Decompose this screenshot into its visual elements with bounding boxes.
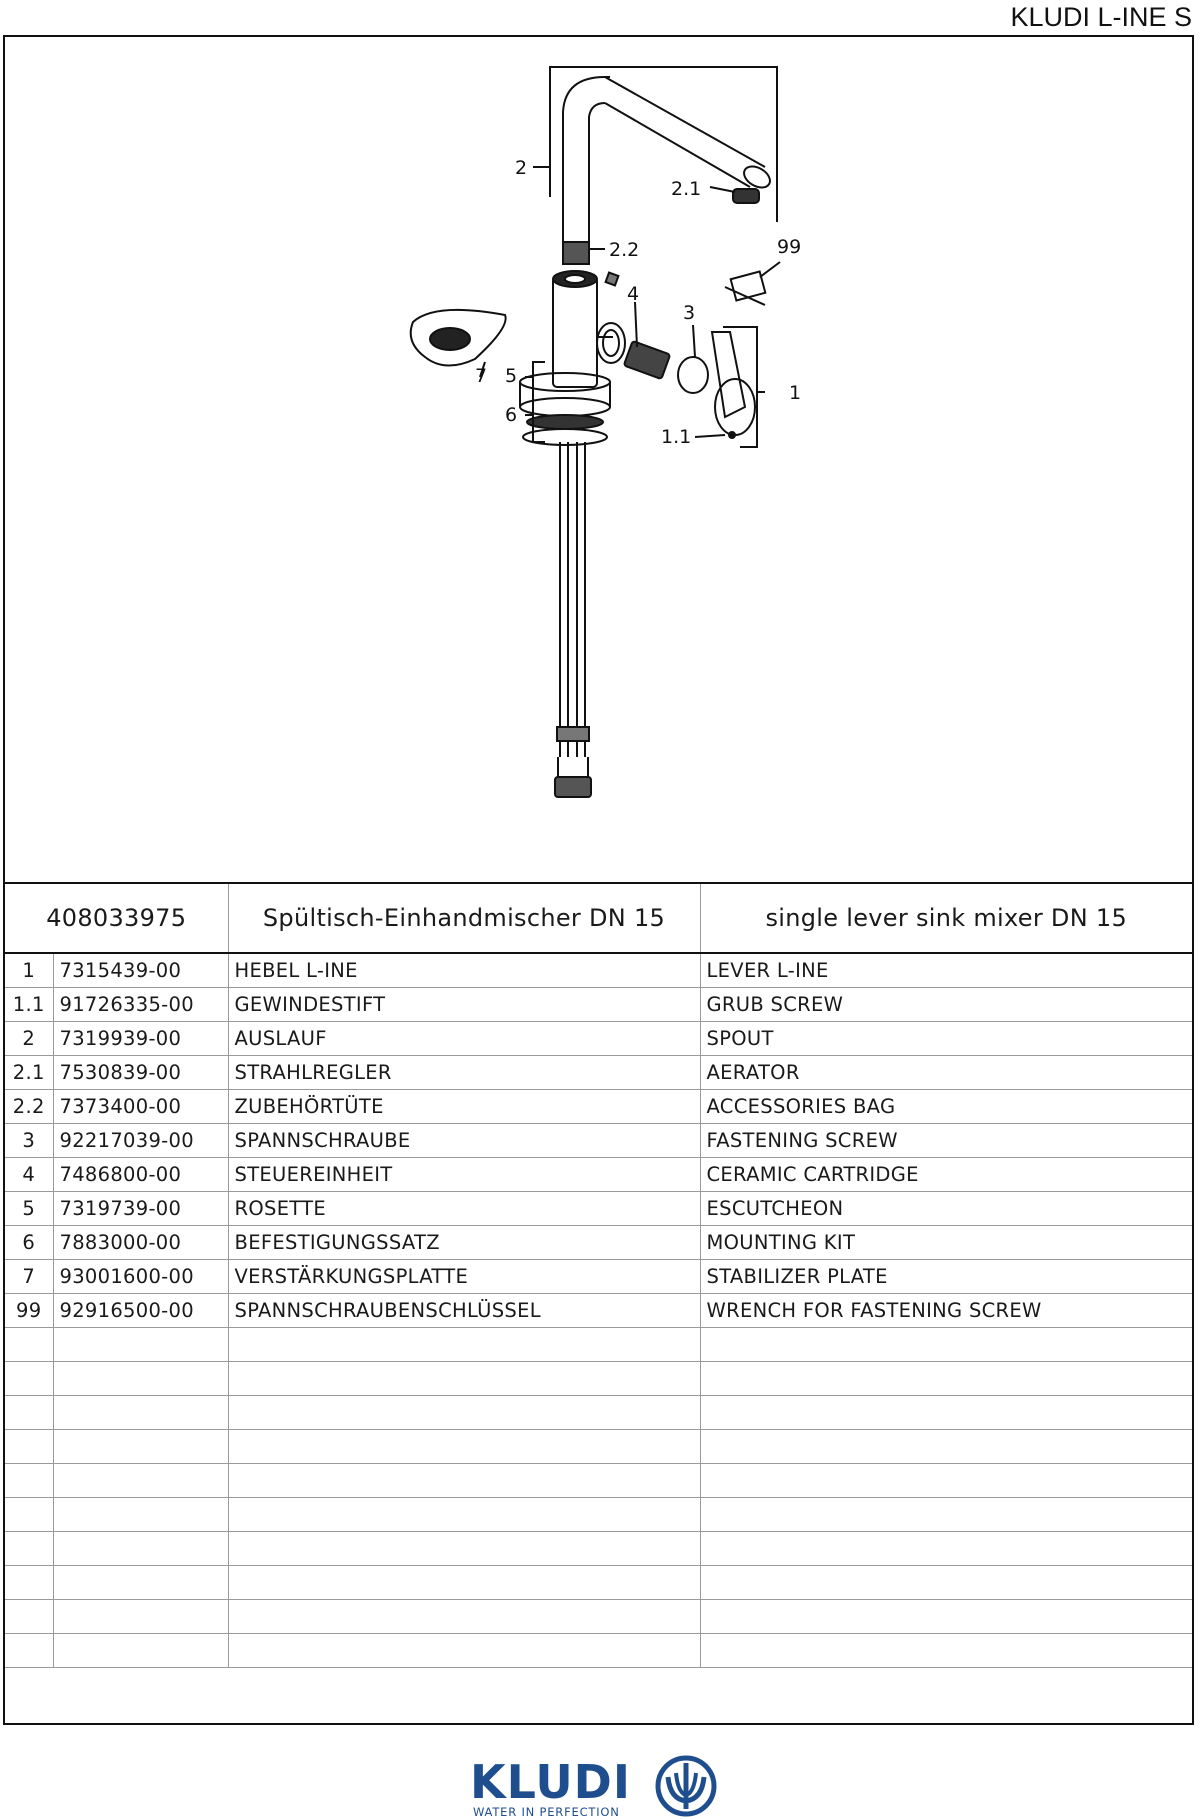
table-row — [5, 1259, 1192, 1293]
stabilizer-plate-hole — [430, 328, 470, 350]
part-number: 7530839-00 — [53, 1055, 228, 1089]
empty-table-row — [5, 1599, 1192, 1633]
part-number: 7315439-00 — [53, 953, 228, 987]
part-position: 2.2 — [5, 1089, 53, 1123]
part-position: 2 — [5, 1021, 53, 1055]
callout-6: 6 — [505, 404, 518, 426]
mixer-body — [553, 277, 597, 387]
exploded-view-svg — [5, 37, 1192, 882]
table-row — [5, 1293, 1192, 1327]
empty-cell — [5, 1599, 53, 1633]
callout-1: 1 — [789, 382, 802, 404]
empty-table-row — [5, 1361, 1192, 1395]
spout-arm-bottom — [605, 103, 750, 187]
empty-cell — [5, 1327, 53, 1361]
spout-mouth — [740, 162, 773, 192]
empty-table-row — [5, 1327, 1192, 1361]
part-name-de: VERSTÄRKUNGSPLATTE — [228, 1259, 700, 1293]
hose-right — [577, 442, 585, 757]
part-number: 92217039-00 — [53, 1123, 228, 1157]
part-name-en: LEVER L-INE — [700, 953, 1192, 987]
empty-cell — [228, 1497, 700, 1531]
parts-table-header — [5, 883, 1192, 953]
kludi-logo-icon — [654, 1755, 718, 1817]
empty-cell — [228, 1565, 700, 1599]
empty-cell — [53, 1599, 228, 1633]
part-position: 3 — [5, 1123, 53, 1157]
empty-cell — [53, 1429, 228, 1463]
part-name-de: HEBEL L-INE — [228, 953, 700, 987]
leader-99 — [760, 262, 780, 277]
empty-cell — [228, 1395, 700, 1429]
empty-cell — [5, 1497, 53, 1531]
part-position: 2.1 — [5, 1055, 53, 1089]
callout-7: 7 — [475, 365, 488, 387]
callout-2.2: 2.2 — [609, 239, 640, 261]
empty-cell — [53, 1633, 228, 1667]
empty-cell — [700, 1633, 1192, 1667]
part-name-en: MOUNTING KIT — [700, 1225, 1192, 1259]
hose-connection — [558, 757, 588, 777]
part-position: 5 — [5, 1191, 53, 1225]
empty-cell — [700, 1429, 1192, 1463]
table-row — [5, 1225, 1192, 1259]
mounting-ring — [527, 415, 603, 429]
part-position: 1.1 — [5, 987, 53, 1021]
empty-cell — [700, 1327, 1192, 1361]
kludi-logo — [470, 1755, 730, 1818]
part-name-en: STABILIZER PLATE — [700, 1259, 1192, 1293]
part-number: 7319739-00 — [53, 1191, 228, 1225]
spout-inner-curve — [589, 103, 605, 242]
part-position: 4 — [5, 1157, 53, 1191]
spout-outer-curve — [563, 77, 610, 242]
empty-cell — [228, 1531, 700, 1565]
callout-3: 3 — [683, 302, 696, 324]
part-name-de: STRAHLREGLER — [228, 1055, 700, 1089]
part-position: 99 — [5, 1293, 53, 1327]
part-name-en: SPOUT — [700, 1021, 1192, 1055]
spout-arm-top — [605, 77, 765, 167]
empty-cell — [700, 1565, 1192, 1599]
part-name-en: AERATOR — [700, 1055, 1192, 1089]
cartridge-shape — [624, 341, 670, 379]
empty-table-row — [5, 1395, 1192, 1429]
part-name-de: ZUBEHÖRTÜTE — [228, 1089, 700, 1123]
part-name-en: ESCUTCHEON — [700, 1191, 1192, 1225]
empty-cell — [700, 1531, 1192, 1565]
empty-cell — [53, 1497, 228, 1531]
empty-cell — [5, 1463, 53, 1497]
article-number: 408033975 — [5, 883, 228, 953]
callout-99: 99 — [777, 236, 802, 258]
empty-cell — [228, 1633, 700, 1667]
product-name-en: single lever sink mixer DN 15 — [700, 883, 1192, 953]
part-name-de: ROSETTE — [228, 1191, 700, 1225]
empty-table-row — [5, 1497, 1192, 1531]
empty-cell — [5, 1361, 53, 1395]
spout-thread — [563, 242, 589, 264]
empty-table-row — [5, 1463, 1192, 1497]
part-number: 92916500-00 — [53, 1293, 228, 1327]
part-name-de: BEFESTIGUNGSSATZ — [228, 1225, 700, 1259]
empty-cell — [700, 1361, 1192, 1395]
callout-1.1: 1.1 — [661, 426, 692, 448]
empty-cell — [53, 1463, 228, 1497]
lever-shape — [712, 332, 745, 417]
empty-cell — [5, 1633, 53, 1667]
callout-4: 4 — [627, 283, 640, 305]
exploded-view-drawing — [5, 37, 1192, 882]
empty-cell — [53, 1361, 228, 1395]
leader-3 — [693, 325, 695, 357]
empty-cell — [5, 1395, 53, 1429]
table-row — [5, 1123, 1192, 1157]
grub-screw-shape — [729, 432, 735, 438]
fastening-screw — [678, 357, 708, 393]
leader-4 — [635, 302, 637, 347]
table-row — [5, 1157, 1192, 1191]
hose-ends — [555, 777, 591, 797]
empty-cell — [228, 1429, 700, 1463]
lever-cap — [715, 379, 755, 435]
empty-cell — [228, 1327, 700, 1361]
empty-cell — [228, 1599, 700, 1633]
part-name-en: GRUB SCREW — [700, 987, 1192, 1021]
part-name-de: GEWINDESTIFT — [228, 987, 700, 1021]
part-name-de: STEUEREINHEIT — [228, 1157, 700, 1191]
table-row — [5, 1055, 1192, 1089]
empty-cell — [228, 1463, 700, 1497]
part-name-de: SPANNSCHRAUBENSCHLÜSSEL — [228, 1293, 700, 1327]
part-number: 7486800-00 — [53, 1157, 228, 1191]
part-number: 7319939-00 — [53, 1021, 228, 1055]
aerator-shape — [733, 189, 759, 203]
callout-5: 5 — [505, 365, 518, 387]
callout-2.1: 2.1 — [671, 178, 702, 200]
empty-table-row — [5, 1633, 1192, 1667]
mixer-body-hole — [565, 275, 585, 283]
part-name-en: CERAMIC CARTRIDGE — [700, 1157, 1192, 1191]
empty-cell — [53, 1327, 228, 1361]
empty-cell — [5, 1531, 53, 1565]
part-number: 93001600-00 — [53, 1259, 228, 1293]
hose-fitting — [557, 727, 589, 741]
empty-cell — [700, 1599, 1192, 1633]
part-name-de: AUSLAUF — [228, 1021, 700, 1055]
part-name-de: SPANNSCHRAUBE — [228, 1123, 700, 1157]
logo-tagline: WATER IN PERFECTION — [473, 1805, 620, 1819]
part-number: 7373400-00 — [53, 1089, 228, 1123]
accessory-part — [606, 273, 619, 286]
parts-table — [5, 882, 1192, 1668]
callout-2: 2 — [515, 157, 528, 179]
part-name-en: ACCESSORIES BAG — [700, 1089, 1192, 1123]
empty-cell — [5, 1429, 53, 1463]
table-row — [5, 953, 1192, 987]
part-name-en: FASTENING SCREW — [700, 1123, 1192, 1157]
empty-table-row — [5, 1429, 1192, 1463]
table-row — [5, 1089, 1192, 1123]
hose-left — [560, 442, 568, 757]
empty-cell — [700, 1395, 1192, 1429]
part-position: 6 — [5, 1225, 53, 1259]
empty-cell — [53, 1565, 228, 1599]
table-row — [5, 1021, 1192, 1055]
empty-cell — [228, 1361, 700, 1395]
empty-cell — [700, 1497, 1192, 1531]
empty-cell — [53, 1395, 228, 1429]
empty-table-row — [5, 1531, 1192, 1565]
part-name-en: WRENCH FOR FASTENING SCREW — [700, 1293, 1192, 1327]
empty-cell — [5, 1565, 53, 1599]
part-position: 1 — [5, 953, 53, 987]
table-row — [5, 1191, 1192, 1225]
parts-sheet — [3, 35, 1194, 1725]
empty-cell — [700, 1463, 1192, 1497]
part-number: 7883000-00 — [53, 1225, 228, 1259]
product-name-de: Spültisch-Einhandmischer DN 15 — [228, 883, 700, 953]
page-title: KLUDI L-INE S — [1010, 2, 1192, 32]
table-row — [5, 987, 1192, 1021]
body-port-inner — [603, 330, 619, 356]
part-number: 91726335-00 — [53, 987, 228, 1021]
empty-cell — [53, 1531, 228, 1565]
logo-wordmark: KLUDI — [470, 1755, 631, 1809]
leader-2.1 — [710, 187, 735, 192]
leader-1.1 — [695, 435, 725, 437]
empty-table-row — [5, 1565, 1192, 1599]
wrench-pin — [725, 287, 765, 305]
part-position: 7 — [5, 1259, 53, 1293]
